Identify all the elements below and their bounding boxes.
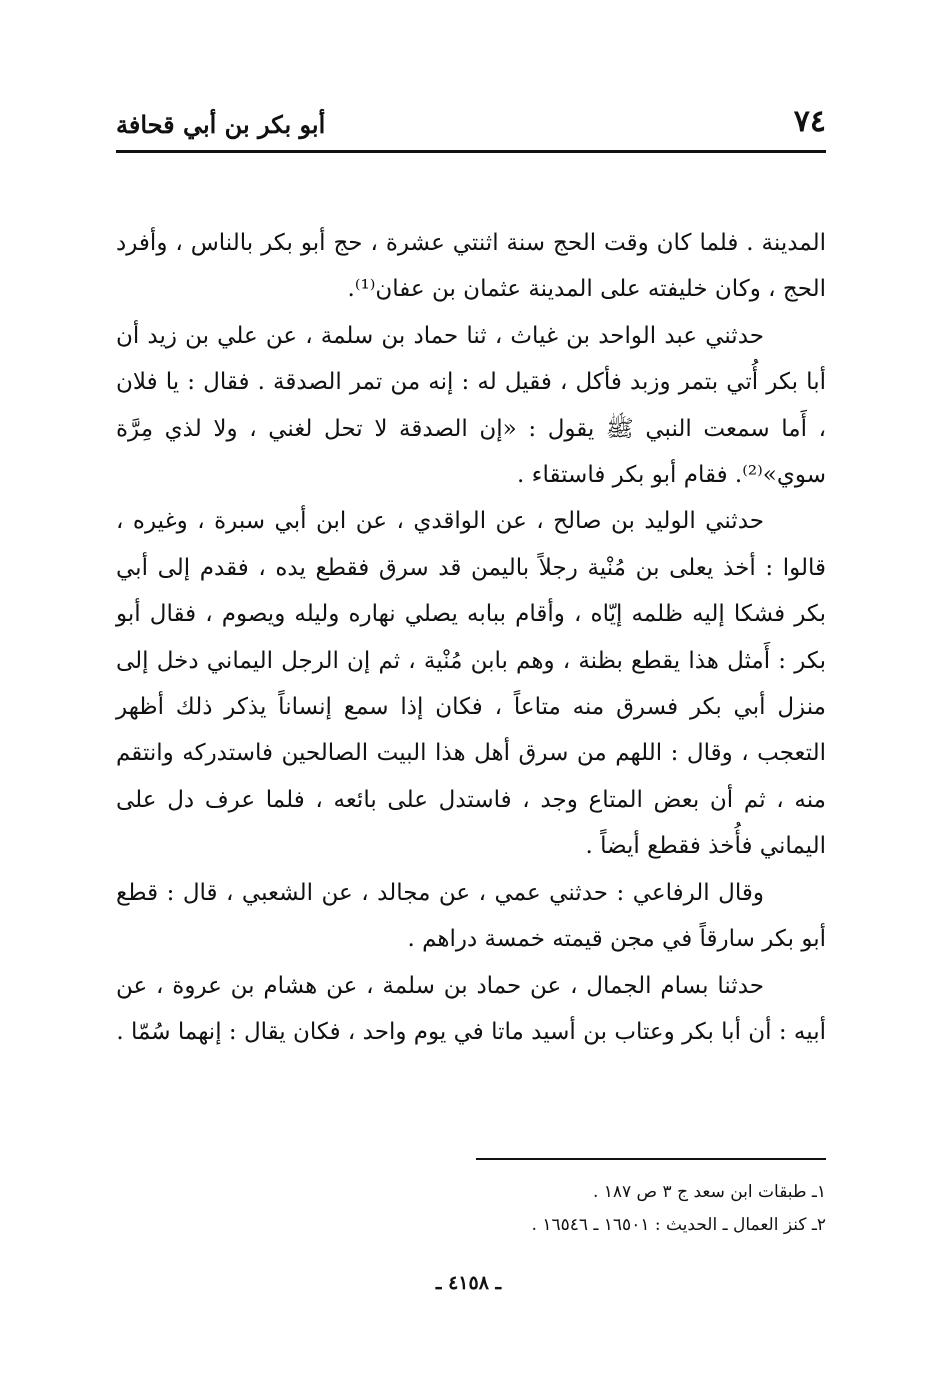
page-header [116,100,826,150]
running-title: أبو بكر بن أبي قحافة [116,110,326,139]
paragraph: حدثنا بسام الجمال ، عن حماد بن سلمة ، عن هشام بن عروة ، عن أبيه : أن أبا بكر وعتاب بن أسيد ماتا في يوم واحد ، فكان يقال : إنهما سُمّا . [116,972,826,1045]
footnote: ١ـ طبقات ابن سعد ج ٣ ص ١٨٧ . [592,1182,826,1202]
page-number: ٧٤ [793,104,826,139]
footnotes [116,1176,826,1242]
header-rule [116,150,826,153]
footnote: ٢ـ كنز العمال ـ الحديث : ١٦٥٠١ ـ ١٦٥٤٦ . [531,1215,826,1235]
folio-number: ـ ٤١٥٨ ـ [435,1272,502,1294]
paragraph: حدثني الوليد بن صالح ، عن الواقدي ، عن ابن أبي سبرة ، وغيره ، قالوا : أخذ يعلى بن مُنْية رجلاً باليمن قد سرق فقطع يده ، فقدم إلى أبي بكر فشكا إليه ظلمه إيّاه ، وأقام ببابه يصلي نهاره وليله ويصوم ، فقال أبو بكر : أَمثل هذا يقطع بظنة ، وهم بابن مُنْية ، ثم إن الرجل اليماني دخل إلى منزل أبي بكر فسرق منه متاعاً ، فكان إذا سمع إنساناً يذكر ذلك أظهر التعجب ، وقال : اللهم من سرق أهل هذا البيت الصالحين فاستدركه وانتقم منه ، ثم أن بعض المتاع وجد ، فاستدل على بائعه ، فلما عرف دل على اليماني فأُخذ فقطع أيضاً . [116,508,826,860]
paragraph: المدينة . فلما كان وقت الحج سنة اثنتي عشرة ، حج أبو بكر بالناس ، وأفرد الحج ، وكان خليفته على المدينة عثمان بن عفان⁽¹⁾. [116,230,826,303]
paragraph: حدثني عبد الواحد بن غياث ، ثنا حماد بن سلمة ، عن علي بن زيد أن أبا بكر أُتي بتمر وزبد فأكل ، فقيل له : إنه من تمر الصدقة . فقال : يا فلان ، أَما سمعت النبي ﷺ يقول : «إن الصدقة لا تحل لغني ، ولا لذي مِرَّة سوي»⁽²⁾. فقام أبو بكر فاستقاء . [116,322,826,489]
body-text [116,220,826,1055]
paragraph: وقال الرفاعي : حدثني عمي ، عن مجالد ، عن الشعبي ، قال : قطع أبو بكر سارقاً في مجن قيمته خمسة دراهم . [116,879,826,953]
footnote-rule [476,1158,826,1160]
